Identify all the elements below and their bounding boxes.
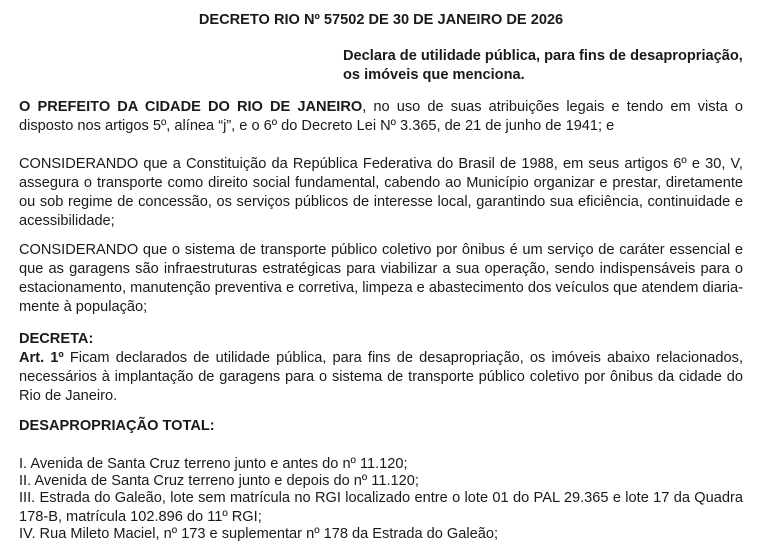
considerando-paragraph-1: CONSIDERANDO que a Constituição da República Federativa do Brasil de 1988, em seus artigos 6º e 30, V, assegura o transporte como direito social fundamental, cabendo ao Município organizar e prestar, diretamente ou sob regime de concessão, os serviços públicos de interesse local, garantindo sua eficiência, continuidade e acessibilidade; bbox=[19, 156, 743, 229]
article-1-paragraph bbox=[19, 349, 743, 406]
property-item-4: IV. Rua Mileto Maciel, nº 173 e suplementar nº 178 da Estrada do Galeão; bbox=[19, 526, 499, 542]
preamble-paragraph bbox=[19, 98, 743, 136]
property-item-1: I. Avenida de Santa Cruz terreno junto e antes do nº 11.120; bbox=[19, 456, 408, 472]
article-1-text: Ficam declarados de utilidade pública, para fins de desapropriação, os imóveis abaixo relacionados, necessários à implantação de garagens para o sistema de transporte público coletivo por ônibus da cidade do Rio de Janeiro. bbox=[19, 350, 743, 404]
decree-ementa bbox=[343, 47, 743, 85]
property-item-2: II. Avenida de Santa Cruz terreno junto e depois do nº 11.120; bbox=[19, 473, 419, 489]
considerando-paragraph-2: CONSIDERANDO que o sistema de transporte público coletivo por ônibus é um serviço de caráter essencial e que as garagens são infraestruturas estratégicas para viabilizar a sua operação, sendo indispensáveis para o estacionamento, manutenção preventiva e corretiva, limpeza e abastecimento dos veículos que atendem diariamente à população; bbox=[19, 242, 743, 315]
ementa-line-1: Declara de utilidade pública, para fins de desapropriação, bbox=[343, 48, 743, 64]
property-item-3: III. Estrada do Galeão, lote sem matrícula no RGI localizado entre o lote 01 do PAL 29.365 e lote 17 da Quadra 178-B, matrícula 102.896 do 11º RGI; bbox=[19, 490, 743, 525]
decree-title: DECRETO RIO Nº 57502 DE 30 DE JANEIRO DE 2026 bbox=[198, 12, 564, 28]
article-1-label: Art. 1º bbox=[19, 350, 64, 366]
desapropriacao-heading: DESAPROPRIAÇÃO TOTAL: bbox=[19, 418, 215, 434]
decreta-heading: DECRETA: bbox=[19, 331, 94, 347]
mayor-authority: O PREFEITO DA CIDADE DO RIO DE JANEIRO bbox=[19, 99, 363, 115]
ementa-line-2: os imóveis que menciona. bbox=[343, 67, 525, 83]
preamble-text: , no uso de suas atribuições legais e tendo em vista o disposto nos artigos 5º, alínea “j”, e o 6º do Decreto Lei Nº 3.365, de 21 de junho de 1941; e bbox=[19, 99, 743, 134]
